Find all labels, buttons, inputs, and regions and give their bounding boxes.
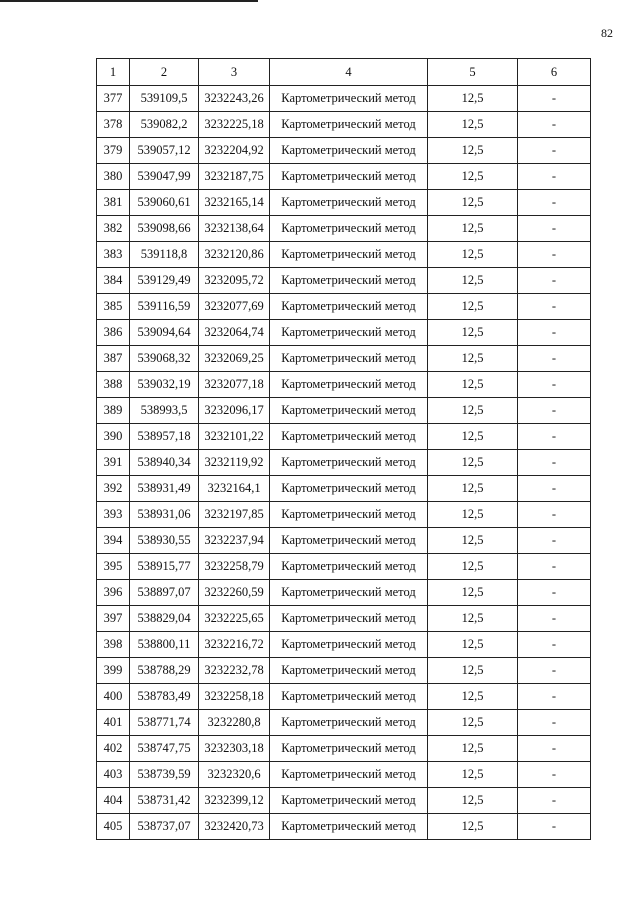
y-coordinate-cell: 3232225,18 xyxy=(199,112,270,138)
point-number-cell: 399 xyxy=(97,658,130,684)
x-coordinate-cell: 538788,29 xyxy=(130,658,199,684)
table-row xyxy=(97,242,591,268)
method-cell: Картометрический метод xyxy=(270,476,428,502)
x-coordinate-cell: 539057,12 xyxy=(130,138,199,164)
table-row xyxy=(97,346,591,372)
y-coordinate-cell: 3232187,75 xyxy=(199,164,270,190)
y-coordinate-cell: 3232258,79 xyxy=(199,554,270,580)
x-coordinate-cell: 539116,59 xyxy=(130,294,199,320)
precision-cell: 12,5 xyxy=(428,242,518,268)
precision-cell: 12,5 xyxy=(428,372,518,398)
point-number-cell: 394 xyxy=(97,528,130,554)
y-coordinate-cell: 3232120,86 xyxy=(199,242,270,268)
table-row xyxy=(97,736,591,762)
table-row xyxy=(97,112,591,138)
table-row xyxy=(97,632,591,658)
precision-cell: 12,5 xyxy=(428,476,518,502)
table-row xyxy=(97,216,591,242)
x-coordinate-cell: 539060,61 xyxy=(130,190,199,216)
point-number-cell: 380 xyxy=(97,164,130,190)
method-cell: Картометрический метод xyxy=(270,606,428,632)
y-coordinate-cell: 3232320,6 xyxy=(199,762,270,788)
precision-cell: 12,5 xyxy=(428,736,518,762)
y-coordinate-cell: 3232258,18 xyxy=(199,684,270,710)
header-cell: 6 xyxy=(518,59,591,86)
note-cell: - xyxy=(518,814,591,840)
y-coordinate-cell: 3232096,17 xyxy=(199,398,270,424)
note-cell: - xyxy=(518,710,591,736)
x-coordinate-cell: 538739,59 xyxy=(130,762,199,788)
table-row xyxy=(97,398,591,424)
table-row xyxy=(97,528,591,554)
precision-cell: 12,5 xyxy=(428,450,518,476)
method-cell: Картометрический метод xyxy=(270,112,428,138)
y-coordinate-cell: 3232138,64 xyxy=(199,216,270,242)
x-coordinate-cell: 538829,04 xyxy=(130,606,199,632)
x-coordinate-cell: 538771,74 xyxy=(130,710,199,736)
y-coordinate-cell: 3232260,59 xyxy=(199,580,270,606)
method-cell: Картометрический метод xyxy=(270,216,428,242)
precision-cell: 12,5 xyxy=(428,164,518,190)
precision-cell: 12,5 xyxy=(428,424,518,450)
y-coordinate-cell: 3232197,85 xyxy=(199,502,270,528)
point-number-cell: 405 xyxy=(97,814,130,840)
x-coordinate-cell: 539109,5 xyxy=(130,86,199,112)
x-coordinate-cell: 538957,18 xyxy=(130,424,199,450)
method-cell: Картометрический метод xyxy=(270,528,428,554)
method-cell: Картометрический метод xyxy=(270,138,428,164)
point-number-cell: 378 xyxy=(97,112,130,138)
table-row xyxy=(97,502,591,528)
x-coordinate-cell: 539129,49 xyxy=(130,268,199,294)
x-coordinate-cell: 538940,34 xyxy=(130,450,199,476)
precision-cell: 12,5 xyxy=(428,216,518,242)
precision-cell: 12,5 xyxy=(428,814,518,840)
point-number-cell: 397 xyxy=(97,606,130,632)
header-cell: 5 xyxy=(428,59,518,86)
point-number-cell: 379 xyxy=(97,138,130,164)
method-cell: Картометрический метод xyxy=(270,658,428,684)
table-row xyxy=(97,138,591,164)
x-coordinate-cell: 538747,75 xyxy=(130,736,199,762)
y-coordinate-cell: 3232101,22 xyxy=(199,424,270,450)
precision-cell: 12,5 xyxy=(428,320,518,346)
note-cell: - xyxy=(518,528,591,554)
y-coordinate-cell: 3232119,92 xyxy=(199,450,270,476)
precision-cell: 12,5 xyxy=(428,138,518,164)
note-cell: - xyxy=(518,268,591,294)
point-number-cell: 392 xyxy=(97,476,130,502)
precision-cell: 12,5 xyxy=(428,528,518,554)
table-row xyxy=(97,814,591,840)
method-cell: Картометрический метод xyxy=(270,554,428,580)
method-cell: Картометрический метод xyxy=(270,268,428,294)
y-coordinate-cell: 3232165,14 xyxy=(199,190,270,216)
y-coordinate-cell: 3232303,18 xyxy=(199,736,270,762)
note-cell: - xyxy=(518,242,591,268)
method-cell: Картометрический метод xyxy=(270,502,428,528)
y-coordinate-cell: 3232243,26 xyxy=(199,86,270,112)
point-number-cell: 391 xyxy=(97,450,130,476)
method-cell: Картометрический метод xyxy=(270,450,428,476)
table-row xyxy=(97,580,591,606)
note-cell: - xyxy=(518,788,591,814)
precision-cell: 12,5 xyxy=(428,398,518,424)
header-cell: 2 xyxy=(130,59,199,86)
point-number-cell: 404 xyxy=(97,788,130,814)
header-cell: 3 xyxy=(199,59,270,86)
table-row xyxy=(97,372,591,398)
coordinates-table xyxy=(96,58,591,840)
x-coordinate-cell: 538931,49 xyxy=(130,476,199,502)
x-coordinate-cell: 539068,32 xyxy=(130,346,199,372)
point-number-cell: 383 xyxy=(97,242,130,268)
y-coordinate-cell: 3232164,1 xyxy=(199,476,270,502)
point-number-cell: 388 xyxy=(97,372,130,398)
method-cell: Картометрический метод xyxy=(270,788,428,814)
point-number-cell: 389 xyxy=(97,398,130,424)
point-number-cell: 384 xyxy=(97,268,130,294)
point-number-cell: 398 xyxy=(97,632,130,658)
method-cell: Картометрический метод xyxy=(270,190,428,216)
method-cell: Картометрический метод xyxy=(270,398,428,424)
precision-cell: 12,5 xyxy=(428,554,518,580)
precision-cell: 12,5 xyxy=(428,86,518,112)
y-coordinate-cell: 3232064,74 xyxy=(199,320,270,346)
point-number-cell: 393 xyxy=(97,502,130,528)
method-cell: Картометрический метод xyxy=(270,632,428,658)
x-coordinate-cell: 539098,66 xyxy=(130,216,199,242)
table-row xyxy=(97,294,591,320)
precision-cell: 12,5 xyxy=(428,502,518,528)
y-coordinate-cell: 3232095,72 xyxy=(199,268,270,294)
x-coordinate-cell: 538993,5 xyxy=(130,398,199,424)
point-number-cell: 402 xyxy=(97,736,130,762)
point-number-cell: 387 xyxy=(97,346,130,372)
x-coordinate-cell: 539118,8 xyxy=(130,242,199,268)
point-number-cell: 385 xyxy=(97,294,130,320)
table-header-row xyxy=(97,59,591,86)
y-coordinate-cell: 3232204,92 xyxy=(199,138,270,164)
y-coordinate-cell: 3232237,94 xyxy=(199,528,270,554)
method-cell: Картометрический метод xyxy=(270,814,428,840)
y-coordinate-cell: 3232232,78 xyxy=(199,658,270,684)
table-row xyxy=(97,450,591,476)
page-number: 82 xyxy=(601,26,613,40)
x-coordinate-cell: 538731,42 xyxy=(130,788,199,814)
note-cell: - xyxy=(518,190,591,216)
method-cell: Картометрический метод xyxy=(270,320,428,346)
precision-cell: 12,5 xyxy=(428,710,518,736)
note-cell: - xyxy=(518,294,591,320)
precision-cell: 12,5 xyxy=(428,632,518,658)
note-cell: - xyxy=(518,632,591,658)
precision-cell: 12,5 xyxy=(428,658,518,684)
table-row xyxy=(97,190,591,216)
table-row xyxy=(97,164,591,190)
point-number-cell: 377 xyxy=(97,86,130,112)
note-cell: - xyxy=(518,736,591,762)
x-coordinate-cell: 538897,07 xyxy=(130,580,199,606)
table-row xyxy=(97,320,591,346)
x-coordinate-cell: 539032,19 xyxy=(130,372,199,398)
table-row xyxy=(97,476,591,502)
note-cell: - xyxy=(518,86,591,112)
note-cell: - xyxy=(518,424,591,450)
precision-cell: 12,5 xyxy=(428,580,518,606)
note-cell: - xyxy=(518,502,591,528)
point-number-cell: 403 xyxy=(97,762,130,788)
point-number-cell: 396 xyxy=(97,580,130,606)
y-coordinate-cell: 3232216,72 xyxy=(199,632,270,658)
note-cell: - xyxy=(518,398,591,424)
x-coordinate-cell: 539082,2 xyxy=(130,112,199,138)
note-cell: - xyxy=(518,684,591,710)
precision-cell: 12,5 xyxy=(428,190,518,216)
x-coordinate-cell: 538915,77 xyxy=(130,554,199,580)
y-coordinate-cell: 3232280,8 xyxy=(199,710,270,736)
note-cell: - xyxy=(518,320,591,346)
method-cell: Картометрический метод xyxy=(270,346,428,372)
method-cell: Картометрический метод xyxy=(270,684,428,710)
table-row xyxy=(97,788,591,814)
method-cell: Картометрический метод xyxy=(270,736,428,762)
table-row xyxy=(97,424,591,450)
note-cell: - xyxy=(518,658,591,684)
point-number-cell: 381 xyxy=(97,190,130,216)
table-row xyxy=(97,684,591,710)
table-row xyxy=(97,554,591,580)
precision-cell: 12,5 xyxy=(428,606,518,632)
precision-cell: 12,5 xyxy=(428,788,518,814)
note-cell: - xyxy=(518,138,591,164)
point-number-cell: 386 xyxy=(97,320,130,346)
table-row xyxy=(97,658,591,684)
precision-cell: 12,5 xyxy=(428,346,518,372)
method-cell: Картометрический метод xyxy=(270,762,428,788)
note-cell: - xyxy=(518,762,591,788)
x-coordinate-cell: 539047,99 xyxy=(130,164,199,190)
table-row xyxy=(97,762,591,788)
table-row xyxy=(97,710,591,736)
method-cell: Картометрический метод xyxy=(270,424,428,450)
x-coordinate-cell: 538931,06 xyxy=(130,502,199,528)
method-cell: Картометрический метод xyxy=(270,86,428,112)
method-cell: Картометрический метод xyxy=(270,294,428,320)
method-cell: Картометрический метод xyxy=(270,372,428,398)
note-cell: - xyxy=(518,164,591,190)
x-coordinate-cell: 538737,07 xyxy=(130,814,199,840)
note-cell: - xyxy=(518,606,591,632)
table-row xyxy=(97,268,591,294)
table-row xyxy=(97,606,591,632)
header-cell: 4 xyxy=(270,59,428,86)
header-cell: 1 xyxy=(97,59,130,86)
note-cell: - xyxy=(518,372,591,398)
precision-cell: 12,5 xyxy=(428,268,518,294)
x-coordinate-cell: 539094,64 xyxy=(130,320,199,346)
note-cell: - xyxy=(518,216,591,242)
note-cell: - xyxy=(518,112,591,138)
precision-cell: 12,5 xyxy=(428,684,518,710)
y-coordinate-cell: 3232225,65 xyxy=(199,606,270,632)
precision-cell: 12,5 xyxy=(428,762,518,788)
precision-cell: 12,5 xyxy=(428,294,518,320)
x-coordinate-cell: 538800,11 xyxy=(130,632,199,658)
note-cell: - xyxy=(518,346,591,372)
table-body xyxy=(97,86,591,840)
precision-cell: 12,5 xyxy=(428,112,518,138)
point-number-cell: 395 xyxy=(97,554,130,580)
note-cell: - xyxy=(518,554,591,580)
note-cell: - xyxy=(518,450,591,476)
x-coordinate-cell: 538930,55 xyxy=(130,528,199,554)
note-cell: - xyxy=(518,580,591,606)
x-coordinate-cell: 538783,49 xyxy=(130,684,199,710)
point-number-cell: 400 xyxy=(97,684,130,710)
method-cell: Картометрический метод xyxy=(270,164,428,190)
y-coordinate-cell: 3232077,18 xyxy=(199,372,270,398)
y-coordinate-cell: 3232399,12 xyxy=(199,788,270,814)
y-coordinate-cell: 3232077,69 xyxy=(199,294,270,320)
note-cell: - xyxy=(518,476,591,502)
y-coordinate-cell: 3232069,25 xyxy=(199,346,270,372)
point-number-cell: 382 xyxy=(97,216,130,242)
y-coordinate-cell: 3232420,73 xyxy=(199,814,270,840)
method-cell: Картометрический метод xyxy=(270,580,428,606)
point-number-cell: 390 xyxy=(97,424,130,450)
method-cell: Картометрический метод xyxy=(270,242,428,268)
table-row xyxy=(97,86,591,112)
top-rule xyxy=(0,0,258,2)
method-cell: Картометрический метод xyxy=(270,710,428,736)
point-number-cell: 401 xyxy=(97,710,130,736)
